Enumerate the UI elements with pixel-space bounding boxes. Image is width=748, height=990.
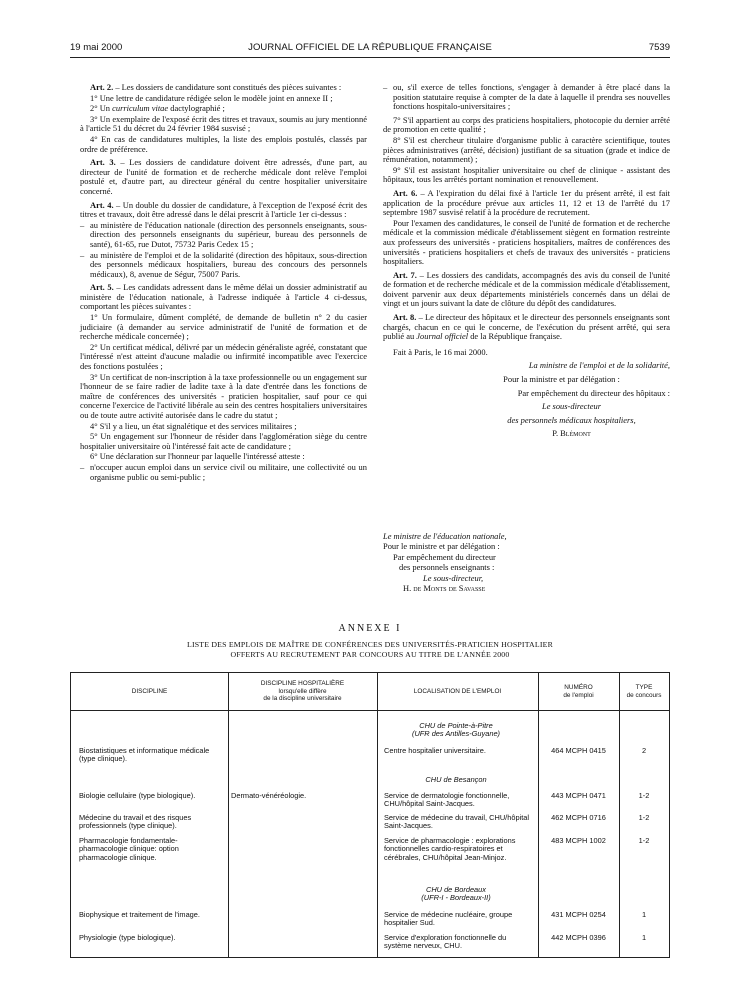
chu-group-heading: CHU de Pointe-à-Pitre (UFR des Antilles-Guyane): [411, 721, 501, 739]
table-cell-discipline: Physiologie (type biologique).: [79, 933, 176, 942]
signature-pour2: Pour le ministre et par délégation :: [383, 541, 500, 552]
emplois-table: [70, 672, 670, 958]
article-3: Art. 3. – Les dossiers de candidature doivent être adressés, d'une part, au directeur de l'unité de formation et de recherche médicale dont relève l'emploi postulé et, d'autre part, au directeur général du centre hospitalier universitaire concerné.: [80, 157, 367, 196]
header-localisation: LOCALISATION DE L'EMPLOI: [413, 687, 502, 695]
table-col-divider: [228, 673, 229, 957]
table-col-divider: [377, 673, 378, 957]
signature-minister-emploi: La ministre de l'emploi et de la solidarité,: [528, 360, 670, 371]
table-cell-discipline: Biologie cellulaire (type biologique).: [79, 791, 196, 800]
signature-empechement2b: des personnels enseignants :: [399, 562, 495, 573]
art2-item3: 3° Un exemplaire de l'exposé écrit des titres et travaux, soumis au jury mentionné à l'article 51 du décret du 24 février 1984 susvisé ;: [80, 113, 367, 134]
table-cell-hospitaliere: Dermato-vénéréologie.: [231, 791, 307, 800]
annexe-title-line1: LISTE DES EMPLOIS DE MAÎTRE DE CONFÉRENCES DES UNIVERSITÉS-PRATICIEN HOSPITALIER: [186, 640, 554, 649]
signature-name1: P. Blémont: [552, 428, 591, 439]
art2-item2: 2° Un curriculum vitae dactylographié ;: [90, 103, 225, 114]
signature-pour1: Pour la ministre et par délégation :: [503, 374, 620, 385]
right-column: [383, 83, 670, 443]
art2-item4: 4° En cas de candidatures multiples, la liste des emplois postulés, classés par ordre de préférence.: [80, 133, 367, 154]
journal-title: JOURNAL OFFICIEL DE LA RÉPUBLIQUE FRANÇAISE: [248, 42, 492, 53]
signature-name2: H. de Monts de Savasse: [403, 583, 486, 594]
page-number: 7539: [648, 42, 670, 53]
art4-dash2: – au ministère de l'emploi et de la solidarité (direction des hôpitaux, sous-direction des personnels médicaux hospitaliers, bureau des concours des personnels médicaux), 8, avenue de Ségur, 75007 Paris.: [80, 251, 367, 280]
article-4: Art. 4. – Un double du dossier de candidature, à l'exception de l'exposé écrit des titres et travaux, doit être adressé dans le délai prescrit à l'article 1er ci-dessus :: [80, 199, 367, 220]
table-cell-discipline: Médecine du travail et des risques professionnels (type clinique).: [79, 813, 192, 831]
art4-dash1: – au ministère de l'éducation nationale (direction des personnels enseignants, sous-direction des personnels enseignants du supérieur, bureau des personnels de santé), 61-65, rue Dutot, 75732 Paris Cedex 15 ;: [80, 221, 367, 250]
table-cell-localisation: Service d'exploration fonctionnelle du système nerveux, CHU.: [384, 933, 507, 951]
table-cell-discipline: Pharmacologie fondamentale-pharmacologie clinique: option pharmacologie clinique.: [79, 836, 179, 862]
header-date: 19 mai 2000: [70, 42, 123, 53]
art5-item2: 2° Un certificat médical, délivré par un médecin généraliste agréé, constatant que l'intéressé n'est atteint d'aucune maladie ou infirmité incompatible avec l'exercice des fonctions postulées ;: [80, 341, 367, 372]
table-cell-type: 1-2: [638, 836, 650, 845]
annexe-title: [100, 640, 640, 659]
chu-group-heading: CHU de Bordeaux (UFR-I - Bordeaux-II): [421, 885, 491, 903]
table-cell-type: 1: [641, 933, 647, 942]
art5-item9: 9° S'il est assistant hospitalier universitaire ou chef de clinique - assistant des hôpitaux, tous les arrêtés portant nomination et renouvellement.: [383, 164, 670, 185]
article-6: Art. 6. – A l'expiration du délai fixé à l'article 1er du présent arrêté, il est fait application de la procédure prévue aux articles 11, 12 et 13 de l'arrêté du 17 septembre 1987 susvisé relatif à la procédure de recrutement.: [383, 187, 670, 218]
left-column: [80, 83, 367, 486]
table-cell-numero: 442 MCPH 0396: [551, 933, 606, 942]
table-cell-numero: 443 MCPH 0471: [551, 791, 606, 800]
signature-title1b: des personnels médicaux hospitaliers,: [507, 414, 636, 425]
fait-a-paris: Fait à Paris, le 16 mai 2000.: [393, 346, 488, 357]
table-cell-numero: 431 MCPH 0254: [551, 910, 606, 919]
art5-list-cont: [383, 83, 670, 112]
table-cell-localisation: Service de médecine nucléaire, groupe hospitalier Sud.: [384, 910, 513, 928]
table-cell-discipline: Biophysique et traitement de l'image.: [79, 910, 200, 919]
table-cell-type: 1-2: [638, 813, 650, 822]
art5-dash2: – ou, s'il exerce de telles fonctions, s'engager à demander à être placé dans la position statutaire requise à compter de la date à laquelle il prendra ses nouvelles fonctions hospitalo-universitaires ;: [383, 83, 670, 112]
chu-group-heading: CHU de Besançon: [425, 775, 487, 784]
annexe-label: ANNEXE I: [338, 623, 402, 634]
table-cell-localisation: Centre hospitalier universitaire.: [384, 746, 486, 755]
art2-item1: 1° Une lettre de candidature rédigée selon le modèle joint en annexe II ;: [90, 92, 333, 103]
table-cell-numero: 483 MCPH 1002: [551, 836, 606, 845]
art5-item4: 4° S'il y a lieu, un état signalétique et des services militaires ;: [90, 420, 297, 431]
art4-list: [80, 221, 367, 280]
header-rule: [70, 57, 670, 58]
art5-item1: 1° Un formulaire, dûment complété, de demande de bulletin n° 2 du casier judiciaire (à demander au service administratif de l'unité de formation et de recherche médicale concernée) ;: [80, 312, 367, 342]
art5-item6: 6° Une déclaration sur l'honneur par laquelle l'intéressé atteste :: [90, 451, 305, 462]
table-cell-localisation: Service de médecine du travail, CHU/hôpital Saint-Jacques.: [384, 813, 530, 831]
education-signature-block: [383, 531, 623, 593]
table-cell-type: 2: [641, 746, 647, 755]
header-type: TYPE de concours: [626, 683, 662, 699]
art5-item5: 5° Un engagement sur l'honneur de résider dans l'agglomération siège du centre hospitalier universitaire où l'intéressé fait acte de candidature ;: [80, 431, 367, 451]
signature-empechement1: Par empêchement du directeur des hôpitaux :: [517, 387, 670, 398]
header-discipline: DISCIPLINE: [131, 687, 168, 695]
table-cell-discipline: Biostatistiques et informatique médicale (type clinique).: [79, 746, 210, 764]
table-header-divider: [71, 710, 669, 711]
page-header: [70, 42, 670, 58]
annexe-title-line2: OFFERTS AU RECRUTEMENT PAR CONCOURS AU TITRE DE L'ANNÉE 2000: [230, 649, 510, 659]
table-cell-numero: 462 MCPH 0716: [551, 813, 606, 822]
signature-title2: Le sous-directeur,: [423, 572, 484, 583]
art5-item7: 7° S'il appartient au corps des praticiens hospitaliers, photocopie du dernier arrêté de promotion en cette qualité ;: [383, 114, 670, 135]
art5-item3: 3° Un certificat de non-inscription à la taxe professionnelle ou un engagement sur l'honneur de se faire radier de ladite taxe à la date d'entrée dans les fonctions de maître de conférences des universités - praticien hospitalier, sauf pour ce qui concerne l'exercice de l'activité libérale au sein des centres hospitaliers universitaires ou de toute autre activité autorisée dans le cadre du statut ;: [80, 371, 367, 420]
signature-empechement2a: Par empêchement du directeur: [393, 551, 496, 562]
article-5: Art. 5. – Les candidats adressent dans le même délai un dossier administratif au ministère de l'éducation nationale, à l'adresse indiquée à l'article 4 ci-dessus, comportant les pièces suivantes :: [80, 282, 367, 312]
table-cell-type: 1-2: [638, 791, 650, 800]
article-2: Art. 2. – Les dossiers de candidature sont constitués des pièces suivantes :: [90, 82, 342, 92]
signature-minister-education: Le ministre de l'éducation nationale,: [383, 531, 507, 541]
article-8: Art. 8. – Le directeur des hôpitaux et le directeur des personnels enseignants sont chargés, chacun en ce qui le concerne, de l'exécution du présent arrêté, qui sera publié au Journal officiel de la République française.: [383, 312, 670, 342]
art5-item8: 8° S'il est chercheur titulaire d'organisme public à caractère scientifique, toutes pièces administratives (arrêté, décision) justifiant de sa situation (grade et indice de rémunération, notamment) ;: [383, 134, 670, 165]
header-numero: NUMÉRO de l'emploi: [563, 683, 594, 699]
header-discipline-hospitaliere: DISCIPLINE HOSPITALIÈRE lorsqu'elle diffère de la discipline universitaire: [260, 680, 345, 703]
table-cell-localisation: Service de pharmacologie : explorations fonctionnelles cardio-respiratoires et cérébrales, CHU/hôpital Jean-Minjoz.: [384, 836, 516, 862]
table-cell-numero: 464 MCPH 0415: [551, 746, 606, 755]
table-cell-localisation: Service de dermatologie fonctionnelle, CHU/hôpital Saint-Jacques.: [384, 791, 510, 809]
art5-list: [80, 463, 367, 482]
table-cell-type: 1: [641, 910, 647, 919]
art5-dash1: – n'occuper aucun emploi dans un service civil ou militaire, une collectivité ou un organisme public ou semi-public ;: [80, 463, 367, 482]
article-7: Art. 7. – Les dossiers des candidats, accompagnés des avis du conseil de l'unité de formation et de recherche médicale et de la commission médicale d'établissement, doivent parvenir aux deux départements ministériels concernés dans un délai de vingt et un jours suivant la date de clôture du dépôt des candidatures.: [383, 269, 670, 309]
signature-title1a: Le sous-directeur: [542, 401, 601, 412]
art6-p2: Pour l'examen des candidatures, le conseil de l'unité de formation et de recherche médicale et la commission médicale d'établissement siègent en formation restreinte aux professeurs des universités - praticiens hospitaliers, maîtres de conférences des universités - praticiens hospitaliers et chefs de travaux des universités - praticiens hospitaliers.: [383, 217, 670, 267]
